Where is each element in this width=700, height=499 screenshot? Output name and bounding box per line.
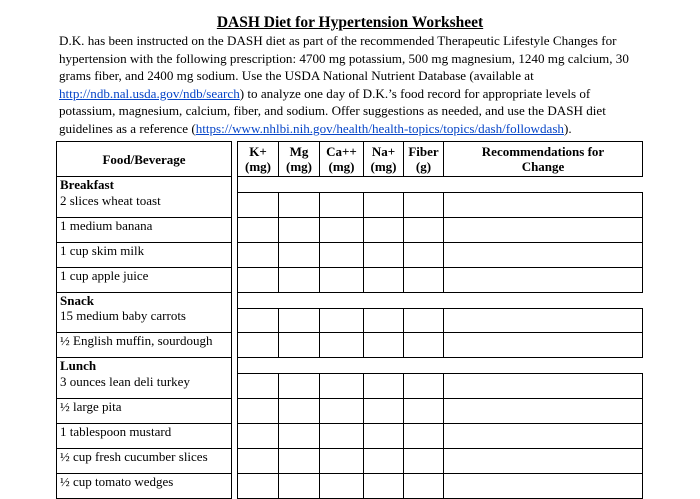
food-item: ½ English muffin, sourdough bbox=[57, 333, 232, 358]
potassium-cell[interactable] bbox=[238, 398, 279, 423]
header-potassium: K+ (mg) bbox=[238, 142, 279, 177]
fiber-cell[interactable] bbox=[404, 193, 444, 218]
header-recommendations: Recommendations for Change bbox=[444, 142, 643, 177]
recommendation-cell[interactable] bbox=[444, 398, 643, 423]
potassium-cell[interactable] bbox=[238, 333, 279, 358]
section-label: Breakfast bbox=[57, 177, 232, 193]
recommendation-cell[interactable] bbox=[444, 267, 643, 292]
nhlbi-dash-link[interactable]: https://www.nhlbi.nih.gov/health/health-topics/topics/dash/followdash bbox=[195, 120, 564, 136]
fiber-cell[interactable] bbox=[404, 398, 444, 423]
header-row bbox=[57, 142, 643, 177]
section-row-snack bbox=[57, 292, 643, 308]
magnesium-cell[interactable] bbox=[279, 473, 320, 498]
table-row bbox=[57, 217, 643, 242]
table-row bbox=[57, 308, 643, 333]
intro-text-2: ) to analyze one day of D.K.’s food record for appropriate levels of potassium, magnesium, calcium, fiber, and sodium. Offer suggestions as needed, and use the DASH diet guidelines as a reference ( bbox=[59, 85, 606, 136]
potassium-cell[interactable] bbox=[238, 242, 279, 267]
calcium-cell[interactable] bbox=[320, 473, 364, 498]
sodium-cell[interactable] bbox=[364, 193, 404, 218]
recommendation-cell[interactable] bbox=[444, 423, 643, 448]
magnesium-cell[interactable] bbox=[279, 423, 320, 448]
fiber-cell[interactable] bbox=[404, 374, 444, 399]
potassium-cell[interactable] bbox=[238, 423, 279, 448]
table-row bbox=[57, 193, 643, 218]
sodium-cell[interactable] bbox=[364, 242, 404, 267]
calcium-cell[interactable] bbox=[320, 193, 364, 218]
food-item: ½ cup fresh cucumber slices bbox=[57, 448, 232, 473]
sodium-cell[interactable] bbox=[364, 217, 404, 242]
food-item: 1 medium banana bbox=[57, 217, 232, 242]
magnesium-cell[interactable] bbox=[279, 308, 320, 333]
calcium-cell[interactable] bbox=[320, 374, 364, 399]
fiber-cell[interactable] bbox=[404, 242, 444, 267]
fiber-cell[interactable] bbox=[404, 217, 444, 242]
section-row-breakfast bbox=[57, 177, 643, 193]
section-row-lunch bbox=[57, 358, 643, 374]
usda-database-link[interactable]: http://ndb.nal.usda.gov/ndb/search bbox=[59, 85, 240, 101]
magnesium-cell[interactable] bbox=[279, 448, 320, 473]
intro-text-1: D.K. has been instructed on the DASH diet as part of the recommended Therapeutic Lifestyle Changes for hypertension with the following prescription: 4700 mg potassium, 500 mg magnesium, 1240 mg calcium, 30 grams fiber, and 2400 mg sodium. Use the USDA National Nutrient Database (available at bbox=[59, 33, 629, 84]
food-item: 1 cup skim milk bbox=[57, 242, 232, 267]
sodium-cell[interactable] bbox=[364, 398, 404, 423]
table-row bbox=[57, 398, 643, 423]
food-record-table bbox=[56, 141, 643, 499]
header-sodium: Na+ (mg) bbox=[364, 142, 404, 177]
sodium-cell[interactable] bbox=[364, 308, 404, 333]
calcium-cell[interactable] bbox=[320, 217, 364, 242]
calcium-cell[interactable] bbox=[320, 333, 364, 358]
calcium-cell[interactable] bbox=[320, 308, 364, 333]
table-row bbox=[57, 448, 643, 473]
food-item: ½ large pita bbox=[57, 398, 232, 423]
calcium-cell[interactable] bbox=[320, 267, 364, 292]
table-row bbox=[57, 333, 643, 358]
recommendation-cell[interactable] bbox=[444, 333, 643, 358]
potassium-cell[interactable] bbox=[238, 374, 279, 399]
header-fiber: Fiber (g) bbox=[404, 142, 444, 177]
calcium-cell[interactable] bbox=[320, 398, 364, 423]
magnesium-cell[interactable] bbox=[279, 333, 320, 358]
food-item: 1 tablespoon mustard bbox=[57, 423, 232, 448]
instructions-paragraph bbox=[59, 32, 639, 138]
food-item: 1 cup apple juice bbox=[57, 267, 232, 292]
sodium-cell[interactable] bbox=[364, 448, 404, 473]
table-row bbox=[57, 473, 643, 498]
sodium-cell[interactable] bbox=[364, 423, 404, 448]
sodium-cell[interactable] bbox=[364, 374, 404, 399]
potassium-cell[interactable] bbox=[238, 473, 279, 498]
worksheet-title: DASH Diet for Hypertension Worksheet bbox=[216, 14, 484, 31]
food-item: 3 ounces lean deli turkey bbox=[57, 374, 232, 399]
magnesium-cell[interactable] bbox=[279, 217, 320, 242]
fiber-cell[interactable] bbox=[404, 308, 444, 333]
header-calcium: Ca++ (mg) bbox=[320, 142, 364, 177]
recommendation-cell[interactable] bbox=[444, 217, 643, 242]
food-item: 15 medium baby carrots bbox=[57, 308, 232, 333]
sodium-cell[interactable] bbox=[364, 333, 404, 358]
recommendation-cell[interactable] bbox=[444, 448, 643, 473]
magnesium-cell[interactable] bbox=[279, 193, 320, 218]
table-row bbox=[57, 374, 643, 399]
food-item: 2 slices wheat toast bbox=[57, 193, 232, 218]
header-magnesium: Mg (mg) bbox=[279, 142, 320, 177]
fiber-cell[interactable] bbox=[404, 448, 444, 473]
food-item: ½ cup tomato wedges bbox=[57, 473, 232, 498]
potassium-cell[interactable] bbox=[238, 308, 279, 333]
sodium-cell[interactable] bbox=[364, 267, 404, 292]
magnesium-cell[interactable] bbox=[279, 374, 320, 399]
header-food-beverage: Food/Beverage bbox=[57, 142, 232, 177]
magnesium-cell[interactable] bbox=[279, 267, 320, 292]
fiber-cell[interactable] bbox=[404, 473, 444, 498]
section-label: Lunch bbox=[57, 358, 232, 374]
calcium-cell[interactable] bbox=[320, 242, 364, 267]
calcium-cell[interactable] bbox=[320, 423, 364, 448]
recommendation-cell[interactable] bbox=[444, 242, 643, 267]
section-label: Snack bbox=[57, 292, 232, 308]
sodium-cell[interactable] bbox=[364, 473, 404, 498]
intro-text-3: ). bbox=[563, 120, 572, 136]
fiber-cell[interactable] bbox=[404, 423, 444, 448]
potassium-cell[interactable] bbox=[238, 217, 279, 242]
fiber-cell[interactable] bbox=[404, 333, 444, 358]
table-row bbox=[57, 242, 643, 267]
table-row bbox=[57, 267, 643, 292]
calcium-cell[interactable] bbox=[320, 448, 364, 473]
potassium-cell[interactable] bbox=[238, 267, 279, 292]
recommendation-cell[interactable] bbox=[444, 374, 643, 399]
magnesium-cell[interactable] bbox=[279, 398, 320, 423]
recommendation-cell[interactable] bbox=[444, 308, 643, 333]
potassium-cell[interactable] bbox=[238, 193, 279, 218]
potassium-cell[interactable] bbox=[238, 448, 279, 473]
table-row bbox=[57, 423, 643, 448]
recommendation-cell[interactable] bbox=[444, 473, 643, 498]
fiber-cell[interactable] bbox=[404, 267, 444, 292]
magnesium-cell[interactable] bbox=[279, 242, 320, 267]
recommendation-cell[interactable] bbox=[444, 193, 643, 218]
